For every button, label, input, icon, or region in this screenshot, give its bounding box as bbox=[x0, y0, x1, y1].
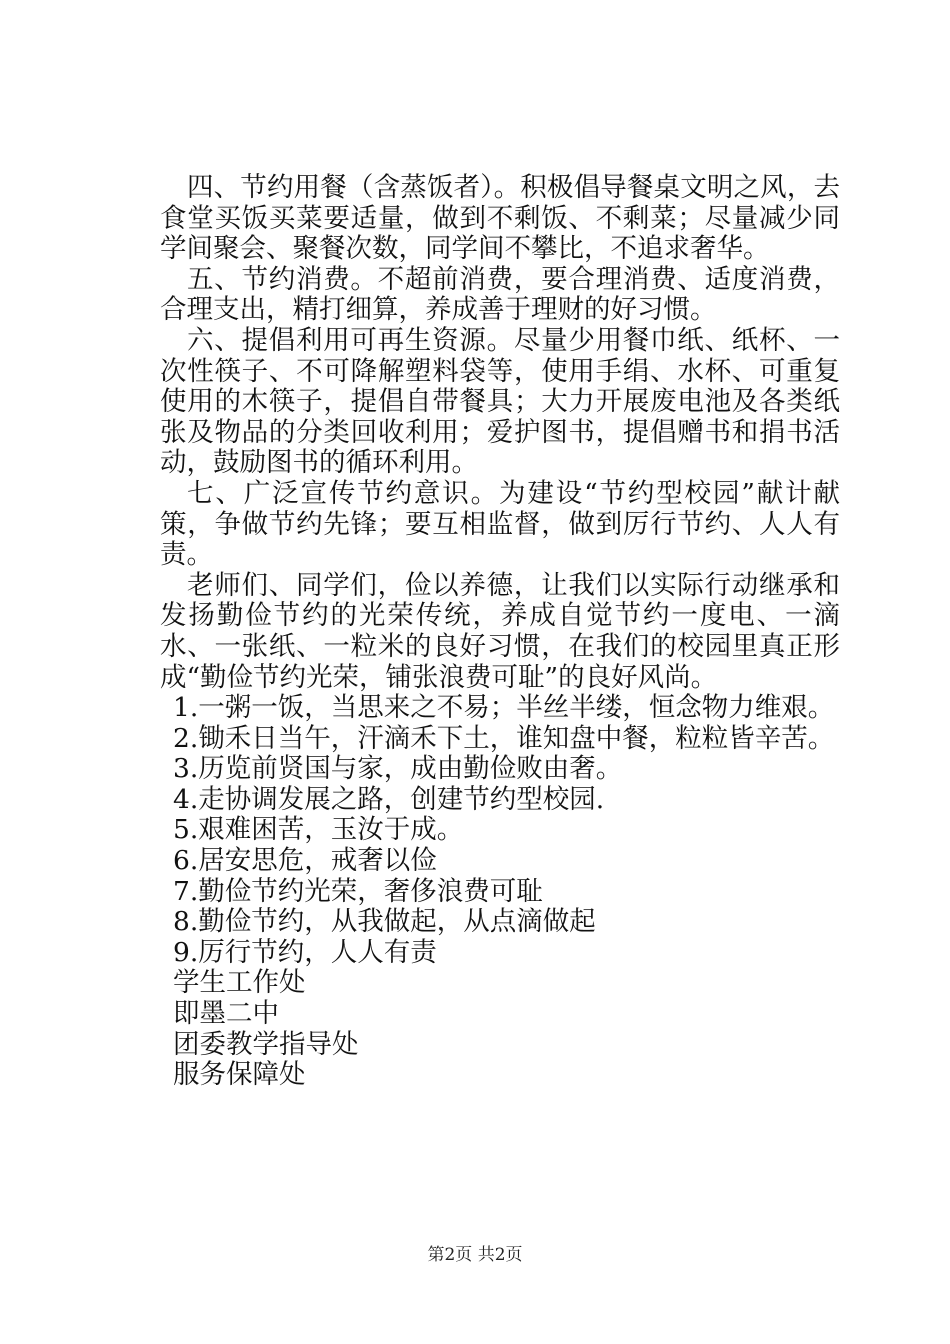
slogan-item: 7.勤俭节约光荣，奢侈浪费可耻 bbox=[173, 875, 543, 907]
slogan-list bbox=[160, 693, 840, 968]
slogan-item: 8.勤俭节约，从我做起，从点滴做起 bbox=[173, 906, 596, 938]
document-body bbox=[160, 173, 840, 1091]
paragraph-saving-consumption: 五、节约消费。不超前消费，要合理消费、适度消费，合理支出，精打细算，养成善于理财的好习惯。 bbox=[160, 263, 840, 326]
paragraph-closing-appeal: 老师们、同学们，俭以养德，让我们以实际行动继承和发扬勤俭节约的光荣传统，养成自觉节约一度电、一滴水、一张纸、一粒米的良好习惯，在我们的校园里真正形成“勤俭节约光荣，铺张浪费可耻”的良好风尚。 bbox=[160, 569, 840, 693]
slogan-item: 9.厉行节约，人人有责 bbox=[173, 936, 437, 968]
slogan-item: 2.锄禾日当午，汗滴禾下土，谁知盘中餐，粒粒皆辛苦。 bbox=[173, 722, 835, 754]
signature-line: 团委教学指导处 bbox=[173, 1028, 359, 1060]
signature-line: 学生工作处 bbox=[173, 967, 306, 999]
paragraph-saving-meals: 四、节约用餐（含蒸饭者）。积极倡导餐桌文明之风，去食堂买饭买菜要适量，做到不剩饭、不剩菜；尽量减少同学间聚会、聚餐次数，同学间不攀比，不追求奢华。 bbox=[160, 172, 840, 265]
page-footer: 第2页 共2页 bbox=[427, 1245, 523, 1265]
slogan-item: 1.一粥一饭，当思来之不易；半丝半缕，恒念物力维艰。 bbox=[173, 692, 835, 724]
signature-line: 服务保障处 bbox=[173, 1059, 306, 1091]
slogan-item: 4.走协调发展之路，创建节约型校园. bbox=[173, 783, 605, 815]
paragraph-renewable-resources: 六、提倡利用可再生资源。尽量少用餐巾纸、纸杯、一次性筷子、不可降解塑料袋等，使用手绢、水杯、可重复使用的木筷子，提倡自带餐具；大力开展废电池及各类纸张及物品的分类回收利用；爱护图书，提倡赠书和捐书活动，鼓励图书的循环利用。 bbox=[160, 324, 840, 479]
slogan-item: 3.历览前贤国与家，成由勤俭败由奢。 bbox=[173, 753, 623, 785]
signature-line: 即墨二中 bbox=[173, 998, 279, 1030]
paragraph-promote-awareness: 七、广泛宣传节约意识。为建设“节约型校园”献计献策，争做节约先锋；要互相监督，做到厉行节约、人人有责。 bbox=[160, 477, 840, 571]
signature-block bbox=[160, 968, 840, 1090]
slogan-item: 5.艰难困苦，玉汝于成。 bbox=[173, 814, 464, 846]
slogan-item: 6.居安思危，戒奢以俭 bbox=[173, 845, 437, 877]
